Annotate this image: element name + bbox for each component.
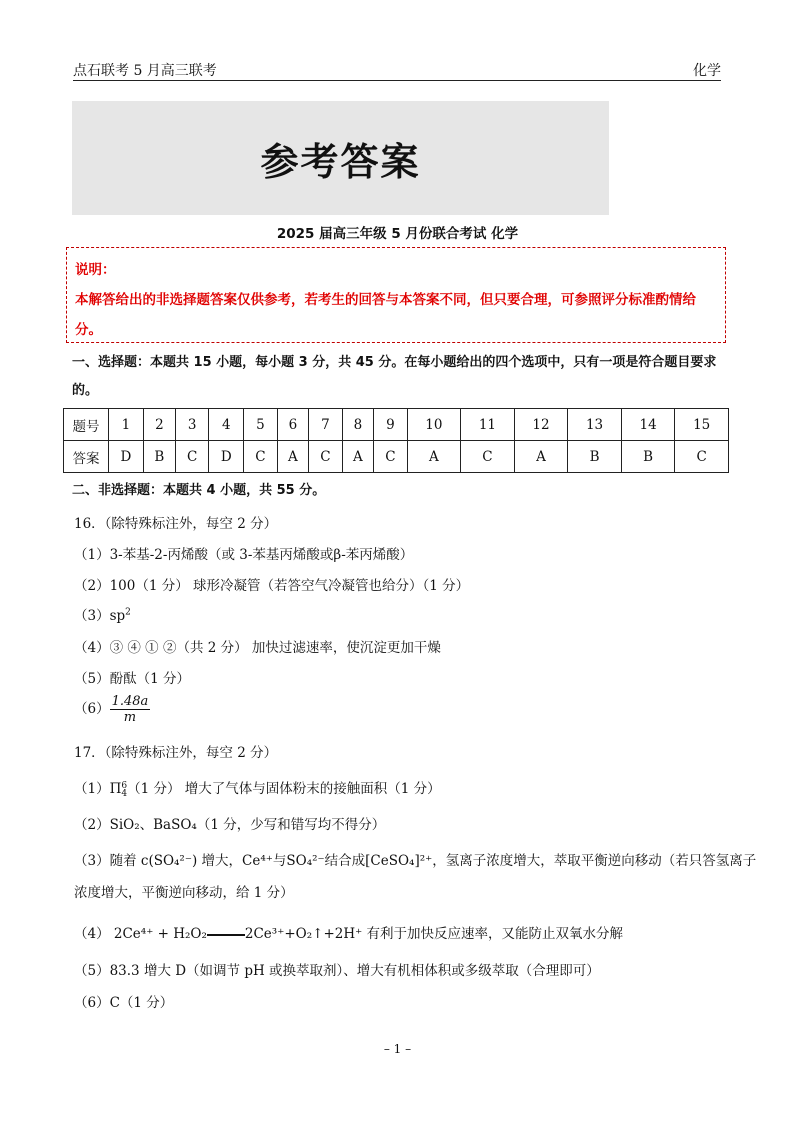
cell-answer: C [309, 441, 342, 473]
q17-a4-products: 2Ce³⁺+O₂↑+2H⁺ 有利于加快反应速率，又能防止双氧水分解 [244, 926, 624, 942]
cell-answer: A [277, 441, 309, 473]
table-row-answers [64, 441, 729, 473]
cell-answer: A [407, 441, 461, 473]
q17-answer-6: （6）C（1 分） [74, 995, 174, 1011]
row-label: 答案 [64, 441, 109, 473]
cell-answer: C [175, 441, 208, 473]
fraction-denominator: m [123, 710, 137, 725]
q16-answer-6 [74, 694, 150, 725]
q16-heading: 16．（除特殊标注外，每空 2 分） [74, 516, 278, 532]
note-box [66, 247, 726, 343]
page-number: – 1 – [383, 1042, 412, 1056]
banner-title: 参考答案 [260, 138, 421, 184]
cell-number: 13 [568, 409, 622, 441]
cell-number: 15 [675, 409, 729, 441]
cell-number: 4 [209, 409, 244, 441]
page-header [73, 58, 721, 81]
cell-number: 6 [277, 409, 309, 441]
cell-number: 11 [461, 409, 515, 441]
q16-answer-4: （4）③ ④ ① ②（共 2 分） 加快过滤速率，使沉淀更加干燥 [74, 640, 441, 656]
cell-number: 3 [175, 409, 208, 441]
note-body: 本解答给出的非选择题答案仅供参考，若考生的回答与本答案不同，但只要合理，可参照评分标准酌情给分。 [75, 292, 696, 338]
cell-number: 10 [407, 409, 461, 441]
cell-answer: C [461, 441, 515, 473]
q17-answer-5: （5）83.3 增大 D（如调节 pH 或换萃取剂）、增大有机相体积或多级萃取（合理即可） [74, 963, 600, 979]
q17-a1-rest: （1 分） 增大了气体与固体粉末的接触面积（1 分） [127, 781, 441, 797]
q17-heading: 17．（除特殊标注外，每空 2 分） [74, 745, 278, 761]
q17-a1-sup: 6 [121, 780, 128, 791]
section-2-heading: 二、非选择题：本题共 4 小题，共 55 分。 [72, 483, 326, 498]
exam-subtitle: 2025 届高三年级 5 月份联合考试 化学 [276, 226, 519, 242]
cell-answer: B [621, 441, 675, 473]
cell-number: 9 [374, 409, 407, 441]
q16-a3-text: （3）sp [74, 608, 126, 624]
cell-number: 1 [109, 409, 144, 441]
answer-table [63, 408, 729, 473]
q17-a1-prefix: （1）Π [74, 781, 122, 797]
cell-answer: C [244, 441, 277, 473]
q17-a4-reactants: （4） 2Ce⁴⁺ + H₂O₂ [74, 926, 207, 942]
q16-a3-sup: 2 [125, 607, 131, 618]
cell-answer: A [342, 441, 374, 473]
header-subject: 化学 [693, 63, 721, 79]
cell-answer: A [514, 441, 568, 473]
note-title: 说明： [75, 262, 116, 278]
title-banner [72, 101, 609, 215]
q17-answer-4 [74, 922, 623, 942]
q16-a6-prefix: （6） [74, 701, 110, 717]
q17-answer-3-line-1: （3）随着 c(SO₄²⁻) 增大，Ce⁴⁺与SO₄²⁻结合成[CeSO₄]²⁺，氢离子浓度增大，萃取平衡逆向移动（若只答氢离子 [74, 853, 757, 869]
cell-answer: B [143, 441, 175, 473]
q17-answer-2: （2）SiO₂、BaSO₄（1 分，少写和错写均不得分） [74, 817, 386, 833]
cell-number: 14 [621, 409, 675, 441]
q16-answer-2: （2）100（1 分） 球形冷凝管（若答空气冷凝管也给分）（1 分） [74, 578, 470, 594]
header-exam-name: 点石联考 5 月高三联考 [73, 63, 217, 79]
q16-answer-5: （5）酚酞（1 分） [74, 671, 190, 687]
cell-answer: D [109, 441, 144, 473]
cell-answer: C [675, 441, 729, 473]
cell-answer: B [568, 441, 622, 473]
cell-number: 12 [514, 409, 568, 441]
table-row-numbers [64, 409, 729, 441]
q17-answer-3-line-2: 浓度增大，平衡逆向移动，给 1 分） [74, 885, 294, 901]
cell-number: 2 [143, 409, 175, 441]
equals-sign [207, 934, 245, 936]
cell-answer: C [374, 441, 407, 473]
q17-a1-sub: 4 [121, 788, 128, 799]
cell-number: 8 [342, 409, 374, 441]
fraction [110, 694, 151, 725]
row-label: 题号 [64, 409, 109, 441]
q16-answer-1: （1）3-苯基-2-丙烯酸（或 3-苯基丙烯酸或β-苯丙烯酸） [74, 547, 414, 563]
cell-answer: D [209, 441, 244, 473]
section-1-heading: 一、选择题：本题共 15 小题，每小题 3 分，共 45 分。在每小题给出的四个选项中，只有一项是符合题目要求的。 [72, 355, 717, 398]
cell-number: 7 [309, 409, 342, 441]
cell-number: 5 [244, 409, 277, 441]
q16-answer-3 [74, 604, 131, 624]
q17-answer-1 [74, 777, 441, 798]
fraction-numerator: 1.48a [111, 694, 149, 709]
